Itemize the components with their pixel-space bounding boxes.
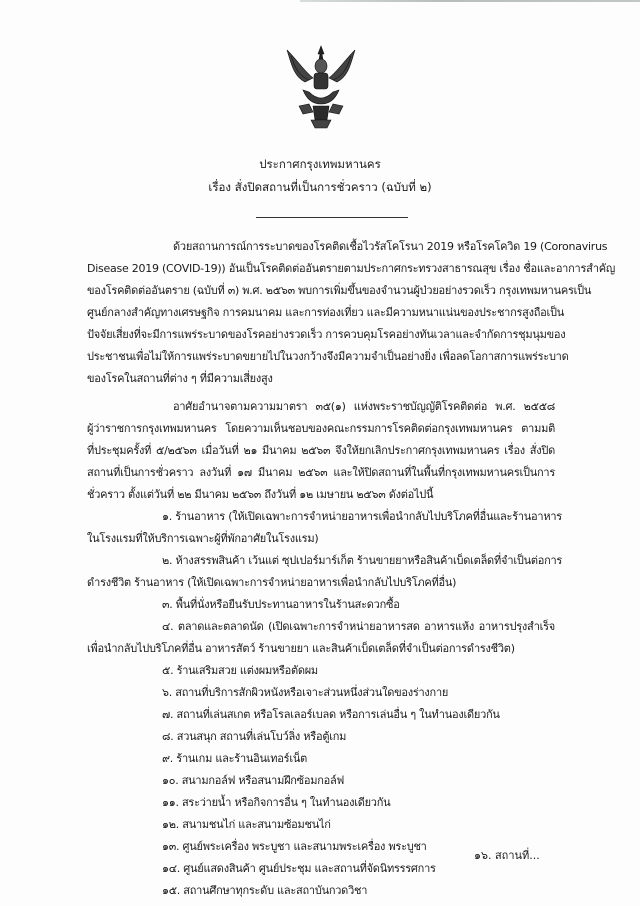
paragraph-2-line: ชั่วคราว ตั้งแต่วันที่ ๒๒ มีนาคม ๒๕๖๓ ถึงวันที่ ๑๒ เมษายน ๒๕๖๓ ดังต่อไปนี้ bbox=[87, 488, 434, 501]
paragraph-1-line: Disease 2019 (COVID-19)) อันเป็นโรคติดต่ออันตรายตามประกาศกระทรวงสาธารณสุข เรื่อง ชื่อและอาการสำคัญ bbox=[87, 262, 615, 275]
paragraph-1-line: ของโรคในสถานที่ต่าง ๆ ที่มีความเสี่ยงสูง bbox=[87, 372, 273, 385]
announcement-subject: เรื่อง สั่งปิดสถานที่เป็นการชั่วคราว (ฉบับที่ ๒) bbox=[208, 180, 432, 194]
garuda-emblem-icon bbox=[283, 42, 359, 130]
list-item: ๑๓. ศูนย์พระเครื่อง พระบูชา และสนามพระเครื่อง พระบูชา bbox=[162, 840, 427, 853]
list-item: ๑๔. ศูนย์แสดงสินค้า ศูนย์ประชุม และสถานที่จัดนิทรรรศการ bbox=[162, 862, 436, 875]
list-item: ๑๑. สระว่ายน้ำ หรือกิจการอื่น ๆ ในทำนองเดียวกัน bbox=[162, 796, 391, 809]
list-item: ๗. สถานที่เล่นสเกต หรือโรลเลอร์เบลด หรือการเล่นอื่น ๆ ในทำนองเดียวกัน bbox=[162, 708, 500, 721]
divider bbox=[256, 217, 408, 218]
paragraph-1-line: ด้วยสถานการณ์การระบาดของโรคติดเชื้อไวรัสโคโรนา 2019 หรือโรคโควิด 19 (Coronavirus bbox=[173, 240, 608, 253]
paragraph-2-line: อาศัยอำนาจตามความมาตรา ๓๕(๑) แห่งพระราชบัญญัติโรคติดต่อ พ.ศ. ๒๕๕๘ bbox=[173, 400, 555, 413]
list-item: ๖. สถานที่บริการสักผิวหนังหรือเจาะส่วนหนึ่งส่วนใดของร่างกาย bbox=[162, 686, 449, 699]
list-item: ๕. ร้านเสริมสวย แต่งผมหรือตัดผม bbox=[162, 664, 318, 677]
scan-edge bbox=[300, 0, 640, 2]
paragraph-1-line: ปัจจัยเสี่ยงที่จะมีการแพร่ระบาดของโรคอย่างรวดเร็ว การควบคุมโรคอย่างทันเวลาและจำกัดการชุมนุมของ bbox=[87, 328, 566, 341]
paragraph-2-line: ผู้ว่าราชการกรุงเทพมหานคร โดยความเห็นชอบของคณะกรรมการโรคติดต่อกรุงเทพมหานคร ตามมติ bbox=[87, 422, 555, 435]
paragraph-2-line: สถานที่เป็นการชั่วคราว ลงวันที่ ๑๗ มีนาคม ๒๕๖๓ และให้ปิดสถานที่ในพื้นที่กรุงเทพมหานครเป็นการ bbox=[87, 466, 555, 479]
list-item: ๘. สวนสนุก สถานที่เล่นโบว์ลิ่ง หรือตู้เกม bbox=[162, 730, 347, 743]
paragraph-2-line: ที่ประชุมครั้งที่ ๕/๒๕๖๓ เมื่อวันที่ ๒๑ มีนาคม ๒๕๖๓ จึงให้ยกเลิกประกาศกรุงเทพมหานคร เรื่อง สั่งปิด bbox=[87, 444, 555, 457]
list-item: ๑. ร้านอาหาร (ให้เปิดเฉพาะการจำหน่ายอาหารเพื่อนำกลับไปบริโภคที่อื่นและร้านอาหาร bbox=[162, 510, 562, 523]
page-continuation-marker: ๑๖. สถานที่... bbox=[474, 849, 540, 862]
list-item: ๑๕. สถานศึกษาทุกระดับ และสถาบันกวดวิชา bbox=[162, 884, 368, 897]
announcement-title: ประกาศกรุงเทพมหานคร bbox=[259, 157, 381, 171]
list-item: ๒. ห้างสรรพสินค้า เว้นแต่ ซุปเปอร์มาร์เก็ต ร้านขายยาหรือสินค้าเบ็ดเตล็ดที่จำเป็นต่อการ bbox=[162, 554, 563, 567]
paragraph-1-line: ของโรคติดต่ออันตราย (ฉบับที่ ๓) พ.ศ. ๒๕๖๓ พบการเพิ่มขึ้นของจำนวนผู้ป่วยอย่างรวดเร็ว กรุงเทพมหานครเป็น bbox=[87, 284, 592, 297]
list-item: ๔. ตลาดและตลาดนัด (เปิดเฉพาะการจำหน่ายอาหารสด อาหารแห้ง อาหารปรุงสำเร็จ bbox=[162, 620, 555, 633]
list-item: ๑๐. สนามกอล์ฟ หรือสนามฝึกซ้อมกอล์ฟ bbox=[162, 774, 345, 787]
list-item-continuation: ดำรงชีวิต ร้านอาหาร (ให้เปิดเฉพาะการจำหน่ายอาหารเพื่อนำกลับไปบริโภคที่อื่น) bbox=[87, 576, 457, 589]
list-item-continuation: เพื่อนำกลับไปบริโภคที่อื่น อาหารสัตว์ ร้านขายยา และสินค้าเบ็ดเตล็ดที่จำเป็นต่อการดำรงชีวิต) bbox=[87, 642, 515, 655]
list-item: ๓. พื้นที่นั่งหรือยืนรับประทานอาหารในร้านสะดวกซื้อ bbox=[162, 598, 400, 611]
paragraph-1-line: ประชาชนเพื่อไม่ให้การแพร่ระบาดขยายไปในวงกว้างจึงมีความจำเป็นอย่างยิ่ง เพื่อลดโอกาสการแพร่ระบาด bbox=[87, 350, 569, 363]
list-item: ๑๒. สนามชนไก่ และสนามซ้อมชนไก่ bbox=[162, 818, 331, 831]
list-item-continuation: ในโรงแรมที่ให้บริการเฉพาะผู้ที่พักอาศัยในโรงแรม) bbox=[87, 532, 319, 545]
paragraph-1-line: ศูนย์กลางสำคัญทางเศรษฐกิจ การคมนาคม และการท่องเที่ยว และมีความหนาแน่นของประชากรสูงถือเป็น bbox=[87, 306, 565, 319]
list-item: ๙. ร้านเกม และร้านอินเทอร์เน็ต bbox=[162, 752, 307, 765]
